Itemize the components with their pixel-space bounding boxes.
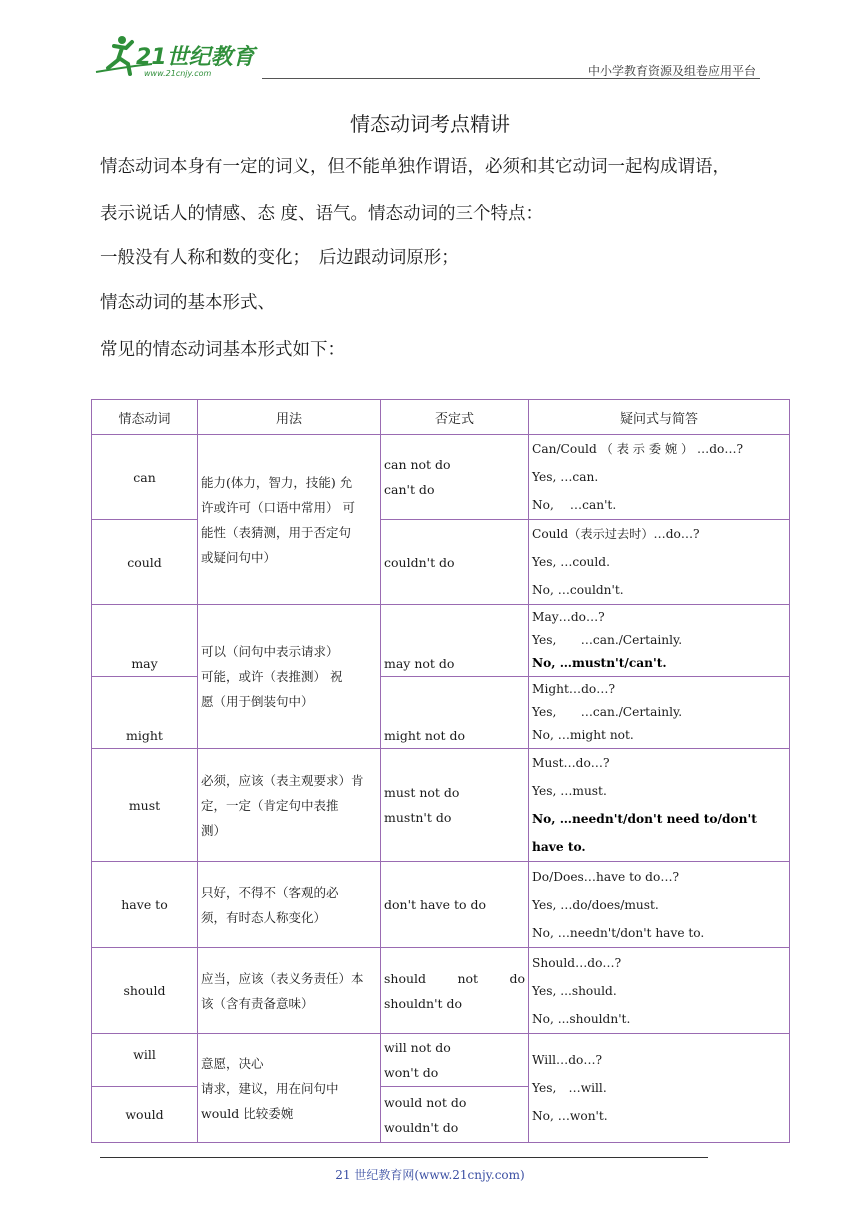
table-row <box>92 677 790 749</box>
platform-name: 中小学教育资源及组卷应用平台 <box>587 64 756 78</box>
answer-could: Could（表示过去时）…do…? Yes, …could. No, …couldn't. <box>529 520 790 605</box>
verb-may: may <box>92 605 198 677</box>
table-row <box>92 1034 790 1087</box>
header-verb: 情态动词 <box>92 400 198 435</box>
paragraph-4: 情态动词的基本形式、 <box>100 293 275 313</box>
usage-have-to: 只好，不得不（客观的必 须，有时态人称变化） <box>198 862 381 948</box>
answer-may: May…do…? Yes, …can./Certainly. No, …mustn't/can't. <box>529 605 790 677</box>
verb-might: might <box>92 677 198 749</box>
header-usage: 用法 <box>198 400 381 435</box>
negative-must: must not do mustn't do <box>381 749 529 862</box>
verb-would: would <box>92 1087 198 1143</box>
verb-could: could <box>92 520 198 605</box>
header-question: 疑问式与简答 <box>529 400 790 435</box>
answer-must: Must…do…? Yes, …must. No, …needn't/don't need to/don't have to. <box>529 749 790 862</box>
usage-can-could: 能力(体力，智力，技能) 允 许或许可（口语中常用） 可 能性（表猜测，用于否定句 或疑问句中） <box>198 435 381 605</box>
paragraph-5: 常见的情态动词基本形式如下： <box>100 340 345 360</box>
svg-text:21世纪教育: 21世纪教育 <box>136 45 255 70</box>
negative-can: can not do can't do <box>381 435 529 520</box>
table-row <box>92 520 790 605</box>
verb-have-to: have to <box>92 862 198 948</box>
paragraph-3: 一般没有人称和数的变化； 后边跟动词原形； <box>100 248 459 268</box>
negative-could: couldn't do <box>381 520 529 605</box>
verb-can: can <box>92 435 198 520</box>
verb-must: must <box>92 749 198 862</box>
verb-will: will <box>92 1034 198 1087</box>
usage-will-would: 意愿，决心 请求，建议，用在问句中 would 比较委婉 <box>198 1034 381 1143</box>
modal-verbs-table <box>91 399 790 1143</box>
document-title: 情态动词考点精讲 <box>350 112 510 136</box>
verb-should: should <box>92 948 198 1034</box>
table-row <box>92 948 790 1034</box>
negative-will: will not do won't do <box>381 1034 529 1087</box>
answer-should: Should…do…? Yes, ...should. No, ...shouldn't. <box>529 948 790 1034</box>
page-header <box>92 28 760 78</box>
answer-can: Can/Could （ 表 示 委 婉 ） …do…? Yes, …can. No, …can't. <box>529 435 790 520</box>
negative-should: should not do shouldn't do <box>381 948 529 1034</box>
answer-might: Might…do…? Yes, …can./Certainly. No, …might not. <box>529 677 790 749</box>
usage-may-might: 可以（问句中表示请求） 可能，或许（表推测） 祝 愿（用于倒装句中） <box>198 605 381 749</box>
usage-must: 必须，应该（表主观要求）肯 定，一定（肯定句中表推 测） <box>198 749 381 862</box>
table-row <box>92 435 790 520</box>
negative-have-to: don't have to do <box>381 862 529 948</box>
negative-would: would not do wouldn't do <box>381 1087 529 1143</box>
paragraph-2: 表示说话人的情感、态 度、语气。情态动词的三个特点： <box>100 204 544 224</box>
footer-text: 21 世纪教育网(www.21cnjy.com) <box>335 1168 525 1182</box>
answer-have-to: Do/Does…have to do…? Yes, …do/does/must. No, …needn't/don't have to. <box>529 862 790 948</box>
table-row <box>92 605 790 677</box>
footer-rule <box>100 1157 708 1158</box>
negative-might: might not do <box>381 677 529 749</box>
paragraph-1: 情态动词本身有一定的词义，但不能单独作谓语，必须和其它动词一起构成谓语， <box>100 157 730 177</box>
answer-will-would: Will…do…? Yes, …will. No, …won't. <box>529 1034 790 1143</box>
svg-text:www.21cnjy.com: www.21cnjy.com <box>144 69 212 78</box>
header-negative: 否定式 <box>381 400 529 435</box>
table-row <box>92 862 790 948</box>
21cnjy-logo <box>92 34 262 78</box>
negative-may: may not do <box>381 605 529 677</box>
usage-should: 应当，应该（表义务责任）本 该（含有责备意味） <box>198 948 381 1034</box>
table-header-row <box>92 400 790 435</box>
table-row <box>92 749 790 862</box>
